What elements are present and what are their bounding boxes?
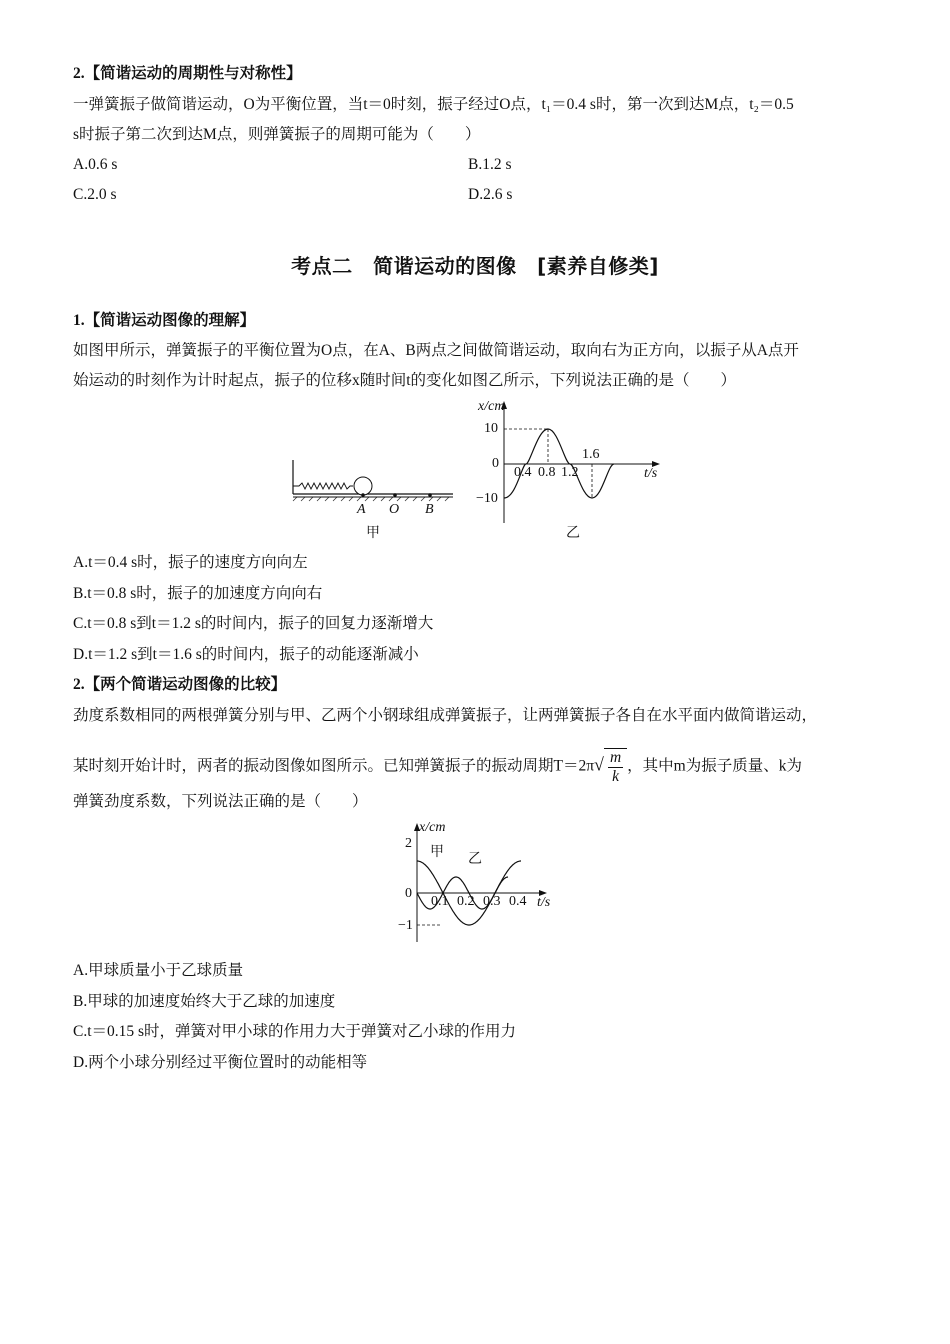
option-a: A.t＝0.4 s时，振子的速度方向向左: [73, 554, 308, 571]
option-c: C.2.0 s: [73, 186, 117, 203]
point-a-label: A: [357, 502, 366, 517]
question-label: 1.【简谐运动图像的理解】: [73, 312, 256, 329]
option-a: A.0.6 s: [73, 156, 118, 173]
y-tick-label: 0: [405, 886, 412, 901]
x-tick-label: 0.8: [538, 465, 556, 480]
period-formula-sqrt: $\frac{m}{k}$: [604, 748, 627, 786]
series-jia-label: 甲: [430, 845, 444, 860]
y-axis-label: x/cm: [419, 820, 446, 835]
point-o-label: O: [389, 502, 400, 517]
option-d: D.2.6 s: [468, 186, 513, 203]
question-stem: 某时刻开始计时，两者的振动图像如图所示。已知弹簧振子的振动周期T＝2π√ $\frac{m}{k}$ ，其中m为振子质量、k为: [73, 749, 802, 785]
x-tick-label: 1.2: [561, 465, 579, 480]
spring: [293, 483, 353, 489]
y-tick-label: 10: [484, 421, 498, 436]
figure-caption: 甲: [366, 526, 380, 541]
x-tick-label: 0.2: [457, 894, 475, 909]
option-a: A.甲球质量小于乙球质量: [73, 962, 244, 979]
figure-caption: 乙: [566, 526, 580, 541]
question-stem: 弹簧劲度系数，下列说法正确的是（ ）: [73, 793, 368, 810]
option-c: C.t＝0.15 s时，弹簧对甲小球的作用力大于弹簧对乙小球的作用力: [73, 1023, 517, 1040]
question-stem: 一弹簧振子做简谐运动，O为平衡位置，当t＝0时刻，振子经过O点，t₁＝0.4 s时，第一次到达M点，t₂＝0.5: [73, 96, 794, 113]
x-tick-label: 0.3: [483, 894, 501, 909]
option-d: D.t＝1.2 s到t＝1.6 s的时间内，振子的动能逐渐减小: [73, 646, 419, 663]
x-axis-label: t/s: [537, 895, 551, 910]
point-b-label: B: [425, 502, 434, 517]
question-label: 2.【简谐运动的周期性与对称性】: [73, 65, 302, 82]
y-axis-label: x/cm: [478, 399, 505, 414]
y-tick-label: −10: [476, 491, 498, 506]
option-b: B.t＝0.8 s时，振子的加速度方向向右: [73, 585, 323, 602]
question-label: 2.【两个简谐运动图像的比较】: [73, 676, 287, 693]
x-tick-label: 0.4: [509, 894, 527, 909]
y-tick-label: 0: [492, 456, 499, 471]
y-tick-label: −1: [398, 918, 413, 933]
question-stem: 始运动的时刻作为计时起点，振子的位移x随时间t的变化如图乙所示，下列说法正确的是（ ）: [73, 372, 737, 389]
series-yi-label: 乙: [468, 852, 482, 867]
xt-graph-figure: [470, 398, 670, 528]
vibration-graph: [395, 820, 560, 945]
option-c: C.t＝0.8 s到t＝1.2 s的时间内，振子的回复力逐渐增大: [73, 615, 434, 632]
y-tick-label: 2: [405, 836, 412, 851]
question-stem: s时振子第二次到达M点，则弹簧振子的周期可能为（ ）: [73, 126, 481, 143]
x-tick-label: 0.1: [431, 894, 449, 909]
x-tick-label: 0.4: [514, 465, 532, 480]
option-d: D.两个小球分别经过平衡位置时的动能相等: [73, 1054, 368, 1071]
x-axis-label: t/s: [644, 466, 658, 481]
question-stem: 劲度系数相同的两根弹簧分别与甲、乙两个小钢球组成弹簧振子，让两弹簧振子各自在水平面内做简谐运动，: [73, 707, 818, 724]
oscillator-ball: [354, 477, 372, 495]
x-tick-label: 1.6: [582, 447, 600, 462]
option-b: B.甲球的加速度始终大于乙球的加速度: [73, 993, 336, 1010]
question-stem: 如图甲所示，弹簧振子的平衡位置为O点，在A、B两点之间做简谐运动，取向右为正方向，以振子从A点开: [73, 342, 799, 359]
option-b: B.1.2 s: [468, 156, 512, 173]
section-heading: 考点二 简谐运动的图像 [素养自修类]: [291, 254, 659, 278]
